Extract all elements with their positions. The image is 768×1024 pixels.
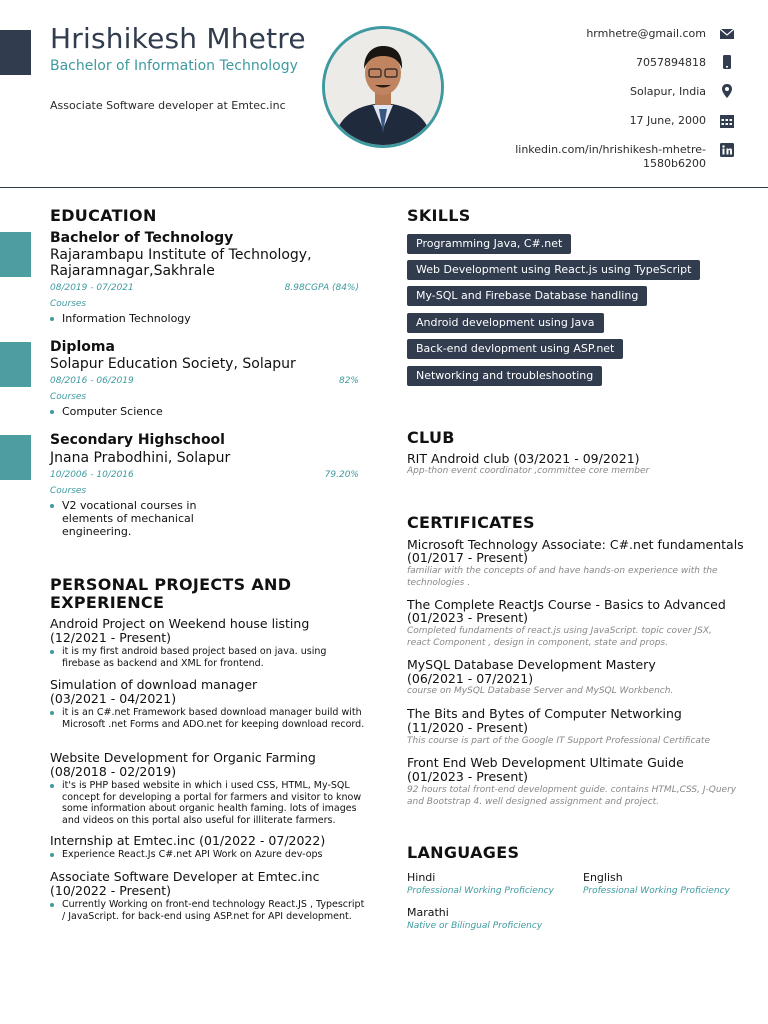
linkedin-line-2[interactable]: 1580b6200 [643, 157, 706, 170]
project-dates: (03/2021 - 04/2021) [50, 691, 177, 706]
education-dates: 08/2019 - 07/2021 [50, 283, 134, 293]
language-name: Marathi [407, 906, 449, 919]
certificate-description: familiar with the concepts of and have hands-on experience with the technologies . [407, 566, 718, 588]
candidate-role: Associate Software developer at Emtec.inc [50, 99, 286, 112]
project-description: it is an C#.net Framework based download manager build with Microsoft .net Forms and ADO.net for keeping download record. [50, 707, 367, 730]
education-dates: 08/2016 - 06/2019 [50, 376, 134, 386]
certificate-description: course on MySQL Database Server and MySQL Workbench. [407, 686, 674, 696]
certificate-dates: (01/2023 - Present) [407, 610, 529, 625]
courses-label: Courses [50, 392, 87, 402]
skill-tag: Programming Java, C#.net [407, 234, 571, 254]
education-grade: 8.98CGPA (84%) [284, 283, 359, 293]
project-title: Simulation of download manager [50, 677, 258, 692]
certificate-description: 92 hours total front-end development guide. contains HTML,CSS, J-Query and Bootstrap 4. well designed assignment and project. [407, 785, 737, 807]
project-title: Associate Software Developer at Emtec.inc [50, 869, 320, 884]
education-accent-bar [0, 435, 31, 480]
linkedin-icon [719, 143, 735, 157]
envelope-icon [719, 27, 735, 41]
contact-dob: 17 June, 2000 [629, 114, 706, 127]
skill-tag: Networking and troubleshooting [407, 366, 602, 386]
certificate-title: The Complete ReactJs Course - Basics to Advanced [407, 597, 726, 612]
languages-heading: LANGUAGES [407, 843, 520, 862]
contact-location: Solapur, India [630, 85, 706, 98]
education-degree: Diploma [50, 339, 115, 355]
club-description: App-thon event coordinator ,committee core member [407, 466, 650, 476]
language-level: Professional Working Proficiency [583, 886, 730, 896]
candidate-degree: Bachelor of Information Technology [50, 58, 298, 74]
education-grade: 82% [338, 376, 359, 386]
education-heading: EDUCATION [50, 206, 157, 225]
education-accent-bar [0, 342, 31, 387]
skill-tag: Back-end devlopment using ASP.net [407, 339, 623, 359]
project-dates: (08/2018 - 02/2019) [50, 764, 177, 779]
project-dates: (10/2022 - Present) [50, 883, 172, 898]
phone-icon [719, 55, 735, 69]
certificate-title: MySQL Database Development Mastery [407, 657, 656, 672]
header-accent-block [0, 30, 31, 75]
skill-tag: Android development using Java [407, 313, 604, 333]
certificate-title: Microsoft Technology Associate: C#.net fundamentals [407, 537, 744, 552]
education-institute: Solapur Education Society, Solapur [50, 356, 296, 372]
project-description: it is my first android based project based on java. using firebase as backend and XML for frontend. [50, 646, 367, 669]
education-institute: Jnana Prabodhini, Solapur [50, 450, 231, 466]
language-level: Native or Bilingual Proficiency [407, 921, 543, 931]
project-description: it's is PHP based website in which i used CSS, HTML, My-SQL concept for developing a portal for farmers and visitor to know some information about organic health faming. lots of images and videos on this portal also useful for illiterate farmers. [50, 780, 367, 826]
education-degree: Bachelor of Technology [50, 230, 234, 246]
project-description: Currently Working on front-end technology React.JS , Typescript / JavaScript. for back-end using ASP.net for API development. [50, 899, 367, 922]
skill-tag: My-SQL and Firebase Database handling [407, 286, 647, 306]
candidate-name: Hrishikesh Mhetre [50, 22, 306, 55]
contact-phone[interactable]: 7057894818 [636, 56, 706, 69]
project-description: Experience React.Js C#.net API Work on Azure dev-ops [50, 849, 367, 861]
header-divider [0, 187, 768, 188]
contact-email[interactable]: hrmhetre@gmail.com [586, 27, 706, 40]
language-name: English [583, 871, 623, 884]
courses-label: Courses [50, 299, 87, 309]
education-institute: Rajarambapu Institute of Technology, Rajaramnagar,Sakhrale [50, 247, 312, 279]
certificate-dates: (06/2021 - 07/2021) [407, 671, 534, 686]
certificate-dates: (01/2017 - Present) [407, 550, 529, 565]
course-item: Information Technology [50, 312, 191, 325]
club-heading: CLUB [407, 428, 455, 447]
certificate-description: This course is part of the Google IT Support Professional Certificate [407, 736, 710, 746]
certificate-title: Front End Web Development Ultimate Guide [407, 755, 684, 770]
contact-linkedin[interactable] [515, 143, 706, 171]
courses-label: Courses [50, 486, 87, 496]
certificate-dates: (01/2023 - Present) [407, 769, 529, 784]
certificates-heading: CERTIFICATES [407, 513, 535, 532]
calendar-icon [719, 114, 735, 128]
club-name: RIT Android club (03/2021 - 09/2021) [407, 451, 640, 466]
project-title: Android Project on Weekend house listing [50, 616, 310, 631]
map-pin-icon [719, 84, 735, 98]
projects-heading: PERSONAL PROJECTS AND EXPERIENCE [50, 575, 292, 612]
language-name: Hindi [407, 871, 436, 884]
linkedin-line-1[interactable]: linkedin.com/in/hrishikesh-mhetre- [515, 143, 706, 156]
project-dates: (12/2021 - Present) [50, 630, 172, 645]
course-item: Computer Science [50, 405, 163, 418]
project-title: Website Development for Organic Farming [50, 750, 316, 765]
language-level: Professional Working Proficiency [407, 886, 554, 896]
project-title: Internship at Emtec.inc (01/2022 - 07/2022) [50, 833, 326, 848]
skills-heading: SKILLS [407, 206, 471, 225]
certificate-title: The Bits and Bytes of Computer Networking [407, 706, 682, 721]
education-degree: Secondary Highschool [50, 432, 225, 448]
profile-photo [322, 26, 444, 148]
education-dates: 10/2006 - 10/2016 [50, 470, 134, 480]
course-item: V2 vocational courses in elements of mechanical engineering. [50, 499, 202, 538]
education-accent-bar [0, 232, 31, 277]
certificate-description: Completed fundaments of react.js using JavaScript. topic cover JSX, react Component , design in component, state and props. [407, 626, 712, 648]
skill-tag: Web Development using React.js using TypeScript [407, 260, 700, 280]
education-grade: 79.20% [324, 470, 359, 480]
certificate-dates: (11/2020 - Present) [407, 720, 529, 735]
